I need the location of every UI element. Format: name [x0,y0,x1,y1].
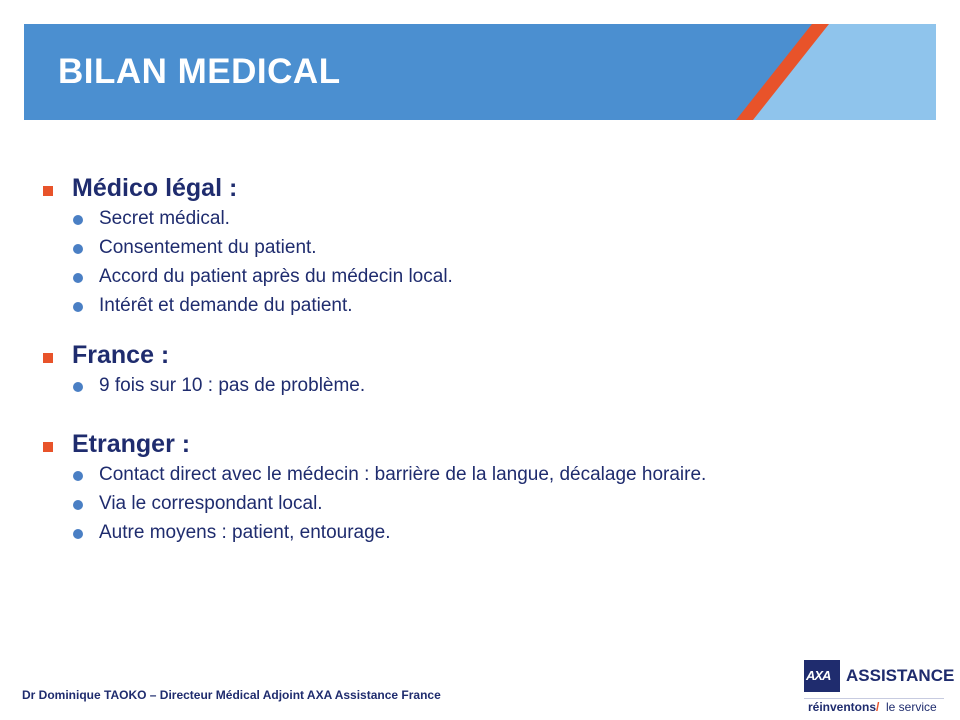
list-item-text: Accord du patient après du médecin local. [99,266,453,287]
square-bullet-icon [43,353,53,363]
tagline-a: réinventons [808,700,877,714]
title-banner [24,24,936,120]
tagline-slash: / [876,700,880,714]
round-bullet-icon [73,529,83,539]
section-heading: Etranger : [72,430,191,458]
round-bullet-icon [73,382,83,392]
list-item-text: Secret médical. [99,208,230,229]
axa-assistance-logo [804,660,955,716]
logo-mark-text: AXA [806,668,831,683]
square-bullet-icon [43,442,53,452]
list-item-text: Via le correspondant local. [99,493,323,514]
list-item-text: Contact direct avec le médecin : barrière de la langue, décalage horaire. [99,464,707,485]
section-heading: France : [72,341,170,369]
square-bullet-icon [43,186,53,196]
round-bullet-icon [73,302,83,312]
logo-divider [804,698,944,699]
round-bullet-icon [73,273,83,283]
list-item-text: Intérêt et demande du patient. [99,295,353,316]
section-heading: Médico légal : [72,174,238,202]
footer-author: Dr Dominique TAOKO – Directeur Médical Adjoint AXA Assistance France [22,688,441,702]
tagline-b: le service [886,700,937,714]
axa-logo-icon [804,660,840,692]
list-item-text: Consentement du patient. [99,237,317,258]
slide-title: BILAN MEDICAL [58,52,341,91]
round-bullet-icon [73,244,83,254]
logo-word: ASSISTANCE [846,666,955,685]
list-item-text: Autre moyens : patient, entourage. [99,522,391,543]
round-bullet-icon [73,215,83,225]
round-bullet-icon [73,471,83,481]
list-item-text: 9 fois sur 10 : pas de problème. [99,375,366,396]
round-bullet-icon [73,500,83,510]
